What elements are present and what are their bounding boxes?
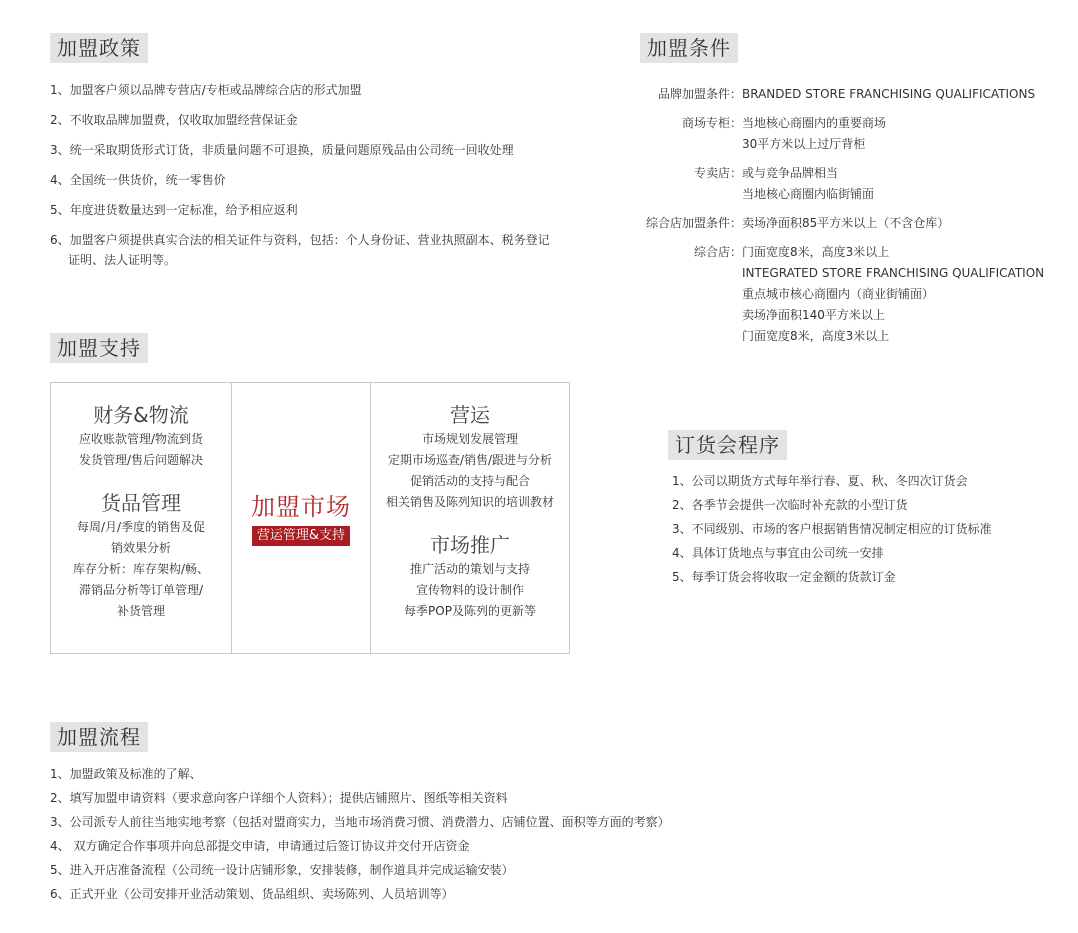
condition-line: 门面宽度8米，高度3米以上 — [742, 329, 890, 343]
support-left-column — [51, 383, 232, 653]
item-text: 统一采取期货形式订货，非质量问题不可退换，质量问题原残品由公司统一回收处理 — [69, 143, 514, 157]
item-number: 5、 — [50, 203, 70, 217]
support-diagram — [50, 382, 570, 654]
list-item: 2、各季节会提供一次临时补充款的小型订货 — [672, 498, 908, 512]
operation-title: 营运 — [450, 403, 490, 427]
list-item — [50, 230, 610, 270]
goods-title: 货品管理 — [101, 491, 181, 515]
condition-line: INTEGRATED STORE FRANCHISING QUALIFICATION — [742, 266, 1045, 280]
center-badge: 营运管理&支持 — [252, 526, 350, 546]
condition-label: 商场专柜： — [681, 116, 742, 130]
condition-line: 重点城市核心商圈内（商业街铺面） — [742, 287, 935, 301]
item-number: 4、 — [50, 173, 70, 187]
item-number: 2、 — [50, 113, 70, 127]
center-title: 加盟市场 — [251, 493, 351, 521]
list-item: 1、加盟政策及标准的了解、 — [50, 767, 202, 781]
list-item: 3、不同级别、市场的客户根据销售情况制定相应的订货标准 — [672, 522, 992, 536]
condition-row — [640, 213, 1070, 234]
operation-line: 相关销售及陈列知识的培训教材 — [385, 495, 554, 509]
condition-row — [640, 242, 1070, 347]
condition-label: 品牌加盟条件： — [657, 87, 742, 101]
item-text: 年度进货数量达到一定标准，给予相应返利 — [69, 203, 298, 217]
operation-line: 定期市场巡查/销售/跟进与分析 — [387, 453, 553, 467]
support-title: 加盟支持 — [50, 333, 148, 363]
condition-row — [640, 163, 1070, 205]
process-list — [50, 764, 750, 908]
order-list — [672, 471, 1072, 591]
list-item — [50, 200, 610, 220]
condition-label: 综合店： — [693, 245, 742, 259]
condition-label: 综合店加盟条件： — [645, 216, 742, 230]
list-item: 1、公司以期货方式每年举行春、夏、秋、冬四次订货会 — [672, 474, 968, 488]
goods-line: 补货管理 — [116, 604, 165, 618]
condition-row — [640, 113, 1070, 155]
item-text: 全国统一供货价，统一零售价 — [69, 173, 226, 187]
condition-label: 专卖店： — [693, 166, 742, 180]
item-text: 加盟客户须提供真实合法的相关证件与资料，包括：个人身份证、营业执照副本、税务登记 — [69, 233, 550, 247]
item-text-continued: 证明、法人证明等。 — [68, 253, 177, 267]
condition-line: 或与竞争品牌相当 — [742, 166, 839, 180]
item-text: 不收取品牌加盟费，仅收取加盟经营保证金 — [69, 113, 298, 127]
conditions-title: 加盟条件 — [640, 33, 738, 63]
list-item — [50, 170, 610, 190]
item-number: 6、 — [50, 233, 70, 247]
support-center-column — [232, 383, 371, 653]
promotion-line: 每季POP及陈列的更新等 — [404, 604, 536, 618]
list-item: 4、具体订货地点与事宜由公司统一安排 — [672, 546, 884, 560]
finance-line: 应收账款管理/物流到货 — [78, 432, 204, 446]
condition-row — [640, 84, 1070, 105]
goods-line: 库存分析：库存架构/畅、 — [72, 562, 210, 576]
policy-list — [50, 80, 610, 280]
item-text: 加盟客户须以品牌专营店/专柜或品牌综合店的形式加盟 — [69, 83, 362, 97]
list-item: 4、 双方确定合作事项并向总部提交申请，申请通过后签订协议并交付开店资金 — [50, 839, 470, 853]
promotion-line: 推广活动的策划与支持 — [409, 562, 530, 576]
conditions-list — [640, 84, 1070, 355]
condition-line: 门面宽度8米，高度3米以上 — [742, 245, 890, 259]
operation-line: 促销活动的支持与配合 — [409, 474, 530, 488]
list-item — [50, 80, 610, 100]
promotion-title: 市场推广 — [430, 533, 510, 557]
condition-line: 卖场净面积140平方米以上 — [742, 308, 885, 322]
goods-line: 每周/月/季度的销售及促 — [76, 520, 206, 534]
support-right-column — [371, 383, 569, 653]
finance-title: 财务&物流 — [93, 403, 189, 427]
promotion-line: 宣传物料的设计制作 — [415, 583, 524, 597]
condition-line: 当地核心商圈内的重要商场 — [742, 116, 887, 130]
item-number: 3、 — [50, 143, 70, 157]
list-item: 3、公司派专人前往当地实地考察（包括对盟商实力，当地市场消费习惯、消费潜力、店铺位置、面积等方面的考察） — [50, 815, 670, 829]
goods-line: 销效果分析 — [110, 541, 171, 555]
list-item: 5、进入开店准备流程（公司统一设计店铺形象，安排装修，制作道具并完成运输安装） — [50, 863, 514, 877]
condition-line: 当地核心商圈内临街铺面 — [742, 187, 875, 201]
list-item — [50, 110, 610, 130]
policy-title: 加盟政策 — [50, 33, 148, 63]
finance-line: 发货管理/售后问题解决 — [78, 453, 204, 467]
condition-line: 卖场净面积85平方米以上（不含仓库） — [742, 216, 950, 230]
process-title: 加盟流程 — [50, 722, 148, 752]
goods-line: 滞销品分析等订单管理/ — [78, 583, 204, 597]
order-title: 订货会程序 — [668, 430, 787, 460]
condition-line: 30平方米以上过厅背柜 — [742, 137, 866, 151]
item-number: 1、 — [50, 83, 70, 97]
list-item — [50, 140, 610, 160]
list-item: 2、填写加盟申请资料（要求意向客户详细个人资料）；提供店铺照片、图纸等相关资料 — [50, 791, 508, 805]
condition-line: BRANDED STORE FRANCHISING QUALIFICATIONS — [742, 87, 1036, 101]
list-item: 6、正式开业（公司安排开业活动策划、货品组织、卖场陈列、人员培训等） — [50, 887, 454, 901]
operation-line: 市场规划发展管理 — [421, 432, 518, 446]
list-item: 5、每季订货会将收取一定金额的货款订金 — [672, 570, 896, 584]
